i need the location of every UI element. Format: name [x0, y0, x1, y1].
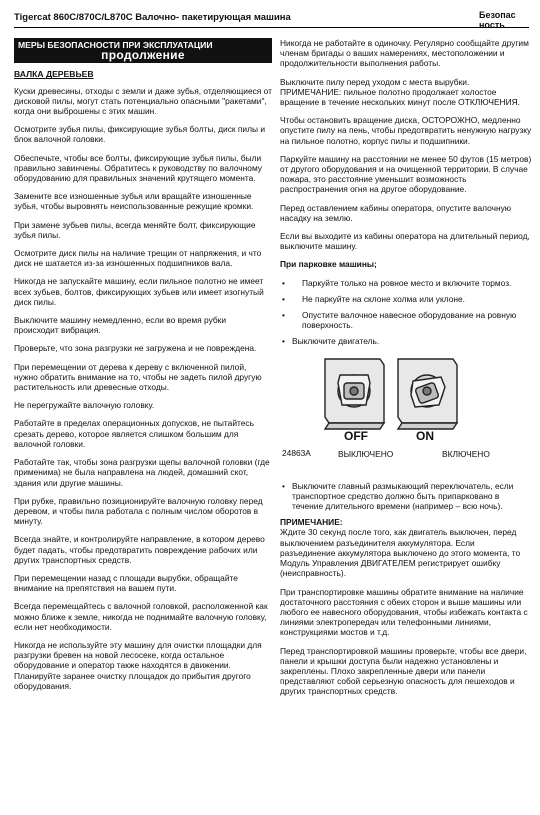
list-item: • Выключите главный размыкающий переключатель, если транспортное средство должно быть припарковано в течение длительного времени (например – всю ночь).	[280, 481, 532, 512]
paragraph: Никогда не используйте эту машину для очистки площадки для разгрузки бревен на новой лесосеке, когда остальное оборудование и оператор также находятся в движении. Планируйте заранее очистку площадок до прибытия другого оборудования.	[14, 639, 262, 691]
section-label: Безопас ность	[479, 10, 516, 30]
paragraph: Чтобы остановить вращение диска, ОСТОРОЖНО, медленно опустите пилу на пень, чтобы предотвратить ненужную нагрузку на пильное полотно, корпус пилы и подшипники.	[280, 115, 532, 146]
paragraph: При перемещении от дерева к дереву с включенной пилой, нужно обратить внимание на то, чтобы не задеть пилой другую растительность или древесные отходы.	[14, 361, 262, 393]
list-item: • Паркуйте только на ровное место и включите тормоз.	[280, 278, 532, 288]
switch-illustration	[280, 353, 530, 443]
figure-code: 24863A	[282, 447, 311, 458]
right-column	[280, 38, 532, 705]
paragraph: Никогда не запускайте машину, если пильное полотно не имеет всех зубьев, болтов, фиксирующих зубьев или имеет изогнутый диск пилы.	[14, 276, 264, 307]
paragraph: Замените все изношенные зубья или вращайте изношенные зубья, чтобы выровнять неиспользованные режущие кромки.	[14, 191, 254, 212]
note-heading: ПРИМЕЧАНИЕ:	[280, 517, 343, 528]
paragraph: Всегда знайте, и контролируйте направление, в котором дерево будет падать, чтобы предотвратить повреждение рабочих или других транспортных средств.	[14, 534, 265, 565]
on-caption: ВКЛЮЧЕНО	[442, 448, 490, 459]
page-header	[14, 10, 529, 28]
banner-subtitle: продолжение	[101, 48, 185, 63]
paragraph: Куски древесины, отходы с земли и даже зубья, отделяющиеся от дисковой пилы, могут стать потенциально опасными "ракетами", когда они выброшены с этих машин.	[14, 85, 272, 117]
off-caption: ВЫКЛЮЧЕНО	[338, 448, 394, 459]
paragraph: Обеспечьте, чтобы все болты, фиксирующие зубья пилы, были правильно завинчены. Обратитесь к руководству по валочному оборудованию для правильных значений крутящего момента.	[14, 152, 262, 184]
list-item: • Не паркуйте на склоне холма или уклоне.	[280, 294, 532, 304]
paragraph: Осмотрите диск пилы на наличие трещин от напряжения, и что диск не шатается из-за изношенных подшипников вала.	[14, 248, 262, 269]
paragraph: Если вы выходите из кабины оператора на длительный период, выключите машину.	[280, 231, 530, 252]
on-position-label: ON	[416, 428, 434, 443]
paragraph: Всегда перемещайтесь с валочной головкой, расположенной как можно ближе к земле, никогда не поднимайте валочную головку, если нет необходимости.	[14, 601, 268, 632]
list-item: • Опустите валочное навесное оборудование на ровную поверхность.	[280, 310, 532, 330]
off-position-label: OFF	[344, 428, 368, 443]
list-item: • Выключите двигатель.	[280, 336, 532, 346]
disconnect-switch-figure	[280, 353, 532, 475]
parking-list	[280, 278, 532, 347]
paragraph: Выключите пилу перед уходом с места вырубки. ПРИМЕЧАНИЕ: пильное полотно продолжает холостое вращение в течение нескольких минут после ОТКЛЮЧЕНИЯ.	[280, 76, 520, 108]
paragraph: Перед транспортировкой машины проверьте, чтобы все двери, панели и крышки доступа были надежно установлены и закреплены. Плохо закрепленные двери или панели представляют собой серьезную опасность для пешеходов и других транспортных средств.	[280, 645, 527, 697]
paragraph: Не перегружайте валочную головку.	[14, 400, 155, 411]
paragraph: При транспортировке машины обратите внимание на наличие достаточного расстояния с обеих сторон и выше машины или любого ее навесного оборудования, чтобы избежать контакта с линиями электропередач или телефонными линиями, конструкциями мостов и т.д.	[280, 586, 528, 638]
section-banner	[14, 38, 272, 63]
paragraph: Осмотрите зубья пилы, фиксирующие зубья болты, диск пилы и блок валочной головки.	[14, 124, 266, 145]
parking-heading: При парковке машины;	[280, 259, 377, 270]
banner-title: МЕРЫ БЕЗОПАСНОСТИ ПРИ ЭКСПЛУАТАЦИИ	[18, 40, 213, 50]
document-title: Tigercat 860C/870C/L870C Валочно- пакетирующая машина	[14, 12, 291, 23]
paragraph: Работайте в пределах операционных допусков, не пытайтесь срезать дерево, которое является слишком большим для валочной головки.	[14, 418, 254, 449]
left-column	[14, 38, 272, 699]
paragraph: Перед оставлением кабины оператора, опустите валочную насадку на землю.	[280, 202, 512, 223]
header-rule	[14, 27, 529, 28]
paragraph: Никогда не работайте в одиночку. Регулярно сообщайте другим членам бригады о ваших намерениях, местоположении и продолжительности выполнения работы.	[280, 38, 529, 69]
paragraph: Работайте так, чтобы зона разгрузки щепы валочной головки (где применима) не была направлена на людей, домашний скот, здания или другие машины.	[14, 457, 270, 488]
paragraph: При замене зубьев пилы, всегда меняйте болт, фиксирующие зубья пилы.	[14, 219, 256, 240]
paragraph: Проверьте, что зона разгрузки не загружена и не повреждена.	[14, 343, 257, 354]
paragraph: При перемещении назад с площади вырубки, обращайте внимание на препятствия на вашем пути.	[14, 572, 238, 594]
note-text: Ждите 30 секунд после того, как двигатель выключен, перед выключением разъединителя аккумулятора. Если разъединение аккумулятора выключено до этого момента, то Модуль Управления ДВИГАТЕЛЕМ регистрирует ошибку (неисправность).	[280, 527, 521, 579]
paragraph: При рубке, правильно позиционируйте валочную головку перед деревом, и чтобы пила работала с полным числом оборотов в минуту.	[14, 495, 263, 527]
subsection-heading: ВАЛКА ДЕРЕВЬЕВ	[14, 69, 94, 80]
switch-list	[280, 481, 532, 512]
paragraph: Паркуйте машину на расстоянии не менее 50 футов (15 метров) от другого оборудования и на очищенной территории. В случае пожара, это расстояние уменьшит возможность распространения огня на другое оборудование.	[280, 153, 532, 195]
paragraph: Выключите машину немедленно, если во время рубки происходит вибрация.	[14, 315, 227, 336]
